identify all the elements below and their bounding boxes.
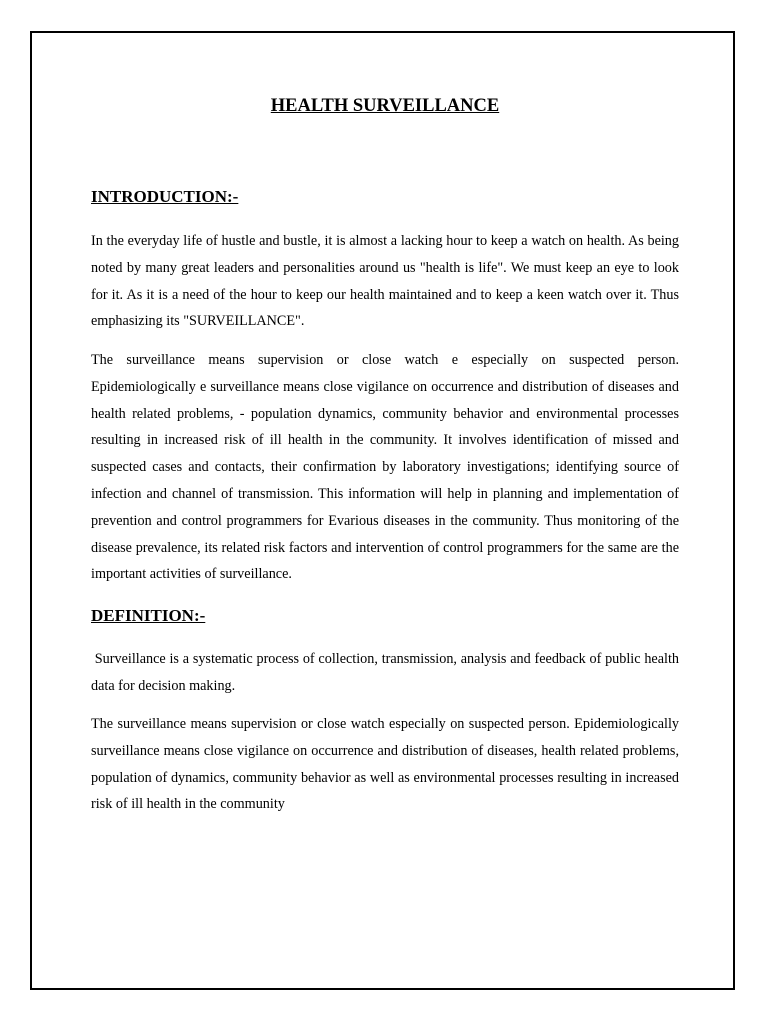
introduction-paragraph-1: In the everyday life of hustle and bustle, it is almost a lacking hour to keep a watch on health. As being noted by many great leaders and personalities around us "health is life". We must keep an eye to look for it. As it is a need of the hour to keep our health maintained and to keep a keen watch over it. Thus emphasizing its "SURVEILLANCE". (91, 233, 679, 330)
introduction-paragraph-2: The surveillance means supervision or close watch e especially on suspected person. Epidemiologically e surveillance means close vigilance on occurrence and distribution of diseases and health related problems, - population dynamics, community behavior and environmental processes resulting in increased risk of ill health in the community. It involves identification of missed and suspected cases and contacts, their confirmation by laboratory investigations; identifying source of infection and channel of transmission. This information will help in planning and implementation of prevention and control programmers for Evarious diseases in the community. Thus monitoring of the disease prevalence, its related risk factors and intervention of control programmers for the same are the important activities of surveillance. (91, 352, 679, 583)
definition-paragraph-2: The surveillance means supervision or close watch especially on suspected person. Epidemiologically surveillance means close vigilance on occurrence and distribution of diseases, health related problems, population of dynamics, community behavior as well as environmental processes resulting in increased risk of ill health in the community (91, 716, 679, 813)
document-title: HEALTH SURVEILLANCE (270, 96, 500, 116)
document-page (30, 31, 735, 990)
section-heading-definition: DEFINITION:- (91, 606, 206, 625)
section-heading-introduction: INTRODUCTION:- (91, 187, 239, 206)
definition-paragraph-1: Surveillance is a systematic process of collection, transmission, analysis and feedback of public health data for decision making. (91, 651, 683, 694)
